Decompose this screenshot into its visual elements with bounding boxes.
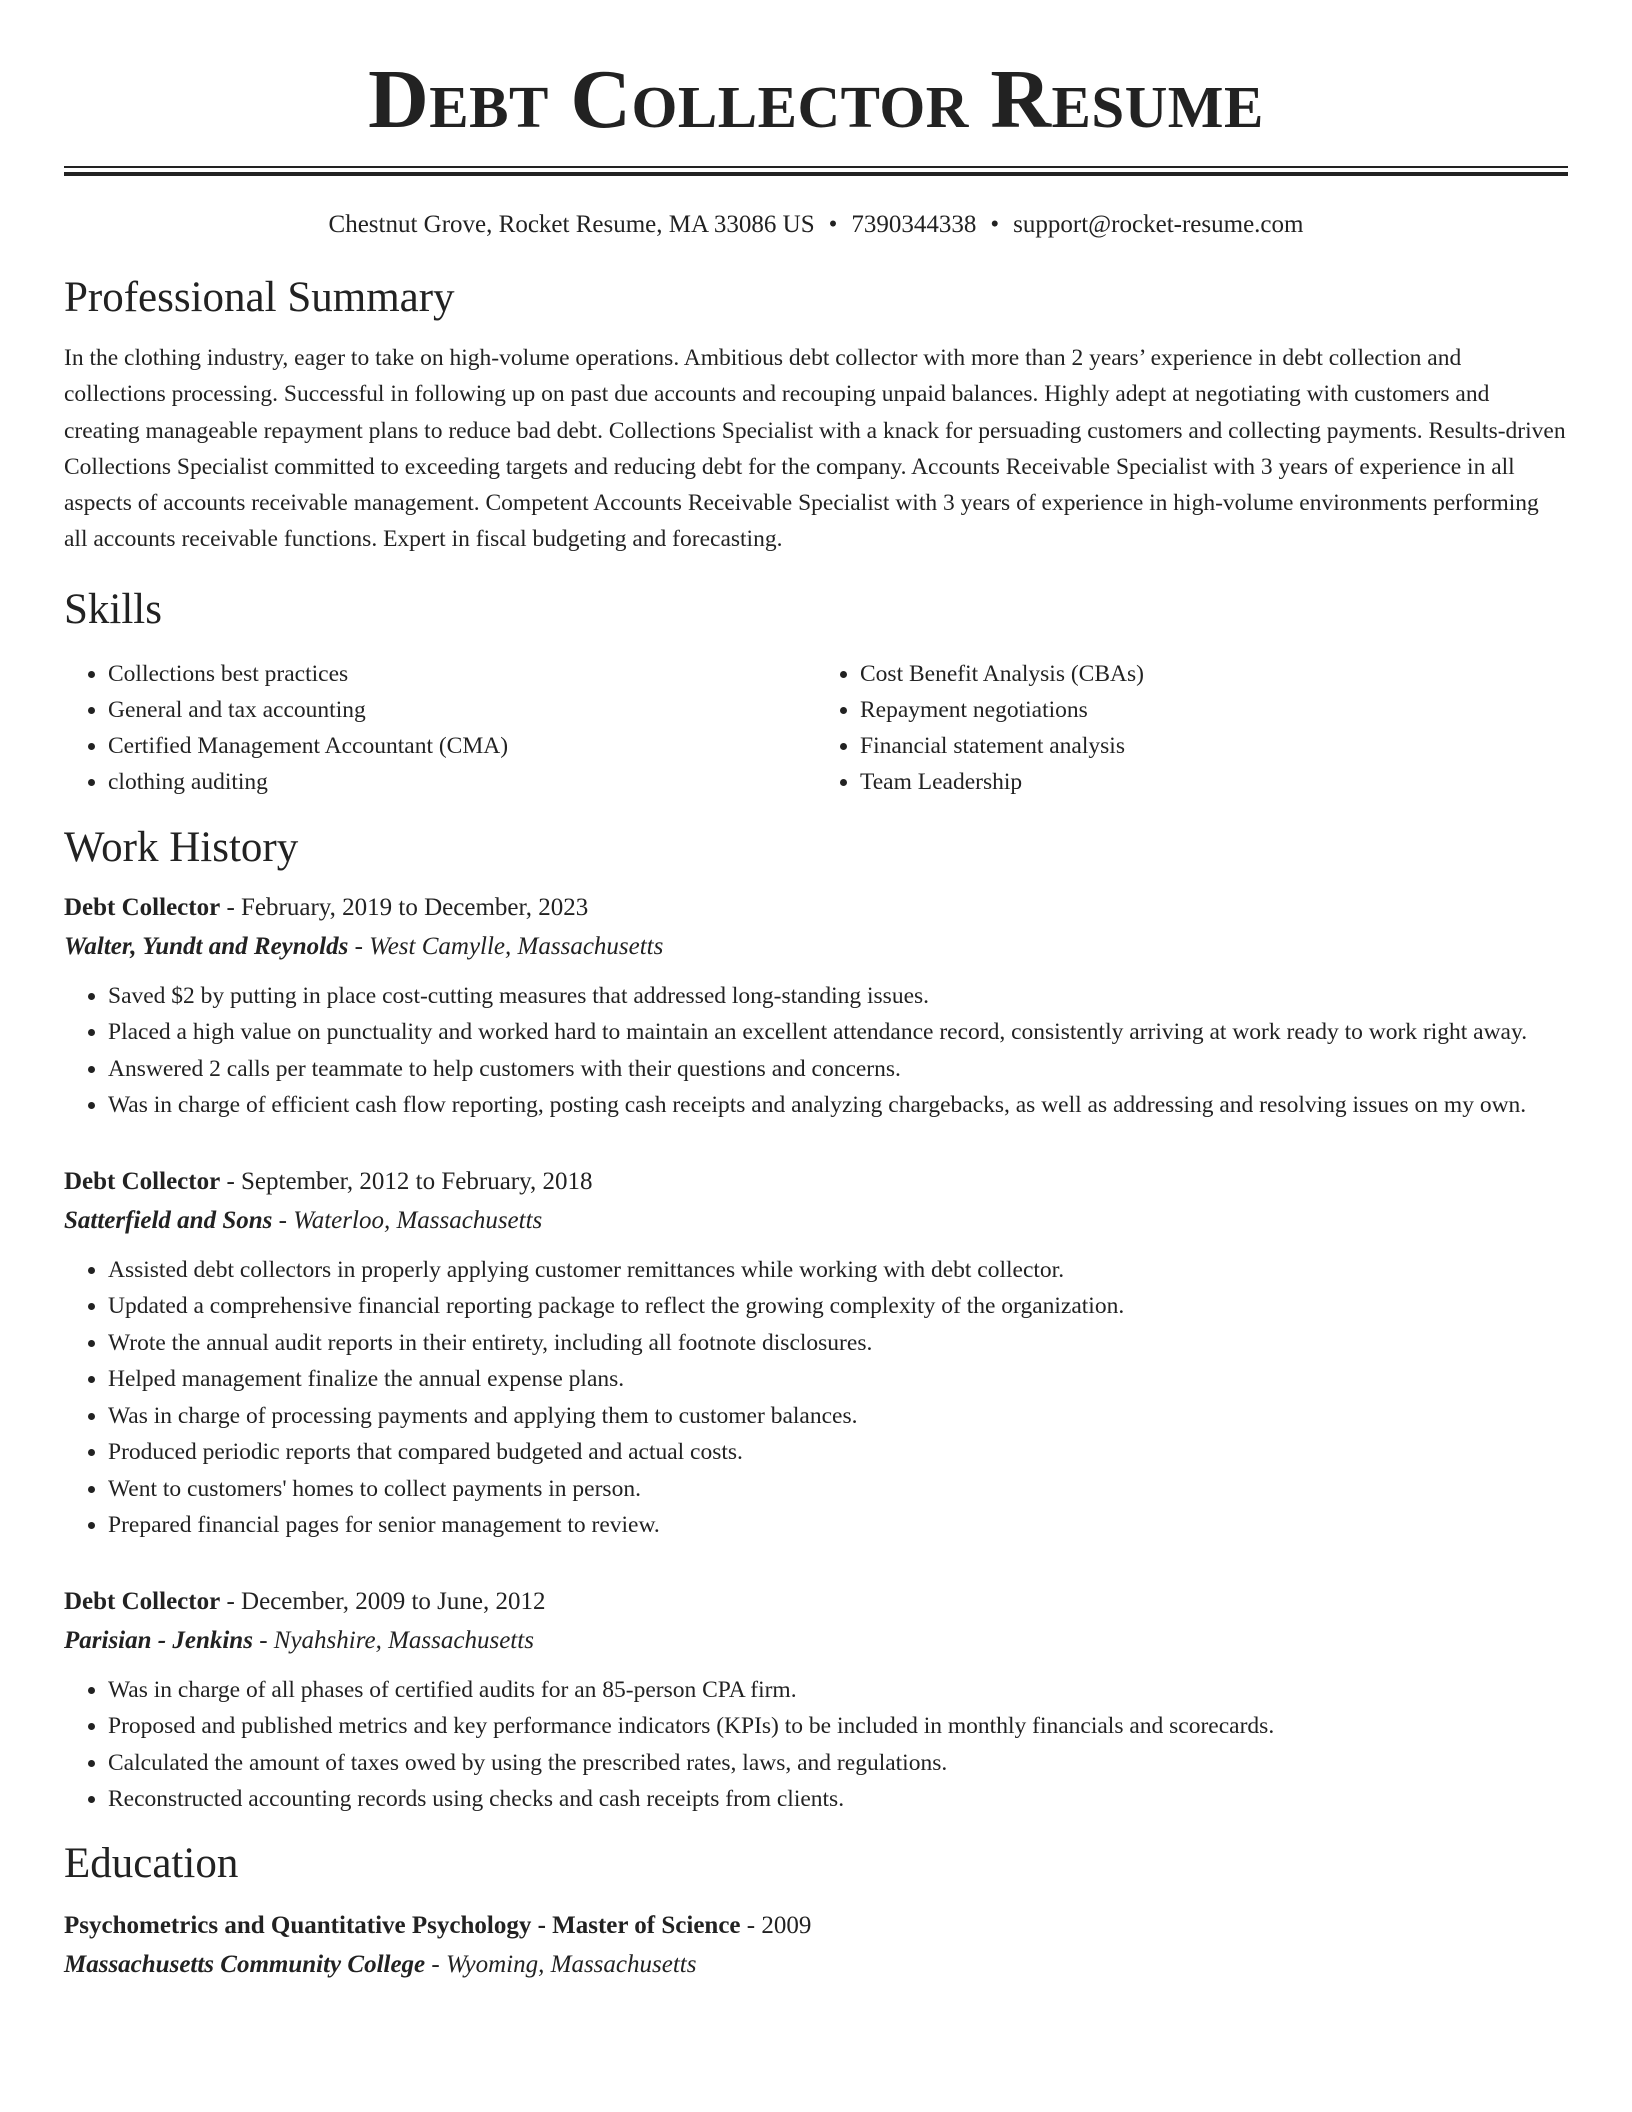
job-bullet: • Went to customers' homes to collect payments in person. xyxy=(108,1471,1568,1508)
job-location: - West Camylle, Massachusetts xyxy=(348,932,664,960)
summary-text: In the clothing industry, eager to take on high-volume operations. Ambitious debt collector with more than 2 years’ experience in debt collection and collections processing. Successful in following up on past due accounts and recouping unpaid balances. Highly adept at negotiating with customers and creating manageable repayment plans to reduce bad debt. Collections Specialist with a knack for persuading customers and collecting payments. Results-driven Collections Specialist committed to exceeding targets and reducing debt for the company. Accounts Receivable Specialist with 3 years of experience in all aspects of accounts receivable management. Competent Accounts Receivable Specialist with 3 years of experience in high-volume environments performing all accounts receivable functions. Expert in fiscal budgeting and forecasting. xyxy=(64,345,1566,553)
job-bullet: • Produced periodic reports that compared budgeted and actual costs. xyxy=(108,1434,1568,1471)
job-dates: - September, 2012 to February, 2018 xyxy=(220,1167,593,1195)
job-bullet: • Helped management finalize the annual expense plans. xyxy=(108,1361,1568,1398)
job-title: Debt Collector xyxy=(64,1587,221,1615)
resume-title: Debt Collector Resume xyxy=(368,53,1264,146)
job-company-line xyxy=(64,1202,1568,1240)
education-location: - Wyoming, Massachusetts xyxy=(425,1950,697,1978)
skill-item: • Collections best practices xyxy=(108,656,816,692)
contact-email: support@rocket-resume.com xyxy=(1013,211,1304,238)
job-title: Debt Collector xyxy=(64,1167,221,1195)
job-bullet: • Was in charge of all phases of certified audits for an 85-person CPA firm. xyxy=(108,1672,1568,1709)
job-company-line xyxy=(64,1622,1568,1660)
job-bullet: • Answered 2 calls per teammate to help customers with their questions and concerns. xyxy=(108,1051,1568,1088)
job-location: - Waterloo, Massachusetts xyxy=(272,1206,543,1234)
job-bullet: • Was in charge of processing payments and applying them to customer balances. xyxy=(108,1398,1568,1435)
education-heading: Education xyxy=(64,1839,239,1887)
job-title: Debt Collector xyxy=(64,893,221,921)
education-degree-line xyxy=(64,1908,1568,1944)
job-bullet: • Saved $2 by putting in place cost-cutting measures that addressed long-standing issues. xyxy=(108,978,1568,1015)
job-title-line xyxy=(64,1584,1568,1620)
job-bullet: • Proposed and published metrics and key performance indicators (KPIs) to be included in monthly financials and scorecards. xyxy=(108,1708,1568,1745)
skill-item: • Certified Management Accountant (CMA) xyxy=(108,728,816,764)
skill-item: • Team Leadership xyxy=(860,764,1568,800)
job-bullet: • Calculated the amount of taxes owed by using the prescribed rates, laws, and regulations. xyxy=(108,1745,1568,1782)
job-entry xyxy=(64,890,1568,1124)
skill-item: • Repayment negotiations xyxy=(860,692,1568,728)
contact-separator: • xyxy=(990,211,1000,238)
job-title-line xyxy=(64,1164,1568,1200)
skills-column-left xyxy=(64,656,816,800)
contact-address: Chestnut Grove, Rocket Resume, MA 33086 US xyxy=(328,211,815,238)
job-dates: - December, 2009 to June, 2012 xyxy=(220,1587,546,1615)
job-bullet: • Wrote the annual audit reports in their entirety, including all footnote disclosures. xyxy=(108,1325,1568,1362)
skills-heading: Skills xyxy=(64,585,162,633)
job-bullets xyxy=(64,1252,1568,1544)
skill-item: • Financial statement analysis xyxy=(860,728,1568,764)
skills-column-right xyxy=(816,656,1568,800)
job-company-line xyxy=(64,928,1568,966)
job-company: Satterfield and Sons xyxy=(64,1206,273,1234)
job-company: Parisian - Jenkins xyxy=(64,1626,253,1654)
job-bullet: • Was in charge of efficient cash flow reporting, posting cash receipts and analyzing chargebacks, as well as addressing and resolving issues on my own. xyxy=(108,1087,1568,1124)
job-bullet: • Reconstructed accounting records using checks and cash receipts from clients. xyxy=(108,1781,1568,1818)
job-bullets xyxy=(64,1672,1568,1818)
education-school-line xyxy=(64,1946,1568,1984)
contact-separator: • xyxy=(828,211,838,238)
skill-item: • General and tax accounting xyxy=(108,692,816,728)
contact-phone: 7390344338 xyxy=(851,211,977,238)
education-year: - 2009 xyxy=(740,1911,812,1939)
job-bullet: • Updated a comprehensive financial reporting package to reflect the growing complexity of the organization. xyxy=(108,1288,1568,1325)
skill-item: • Cost Benefit Analysis (CBAs) xyxy=(860,656,1568,692)
title-divider xyxy=(64,166,1568,176)
skill-item: • clothing auditing xyxy=(108,764,816,800)
summary-heading: Professional Summary xyxy=(64,274,455,321)
job-entry xyxy=(64,1164,1568,1544)
job-location: - Nyahshire, Massachusetts xyxy=(252,1626,534,1654)
contact-line xyxy=(64,208,1568,242)
job-title-line xyxy=(64,890,1568,926)
job-bullet: • Prepared financial pages for senior management to review. xyxy=(108,1507,1568,1544)
education-degree: Psychometrics and Quantitative Psychology - Master of Science xyxy=(64,1911,741,1939)
job-company: Walter, Yundt and Reynolds xyxy=(64,932,349,960)
job-entry xyxy=(64,1584,1568,1818)
education-school: Massachusetts Community College xyxy=(64,1950,426,1978)
job-bullet: • Assisted debt collectors in properly applying customer remittances while working with debt collector. xyxy=(108,1252,1568,1289)
job-bullet: • Placed a high value on punctuality and worked hard to maintain an excellent attendance record, consistently arriving at work ready to work right away. xyxy=(108,1014,1568,1051)
education-entry xyxy=(64,1908,1568,1984)
job-dates: - February, 2019 to December, 2023 xyxy=(220,893,589,921)
job-bullets xyxy=(64,978,1568,1124)
skills-list xyxy=(64,656,1568,800)
work-history-heading: Work History xyxy=(64,823,299,871)
